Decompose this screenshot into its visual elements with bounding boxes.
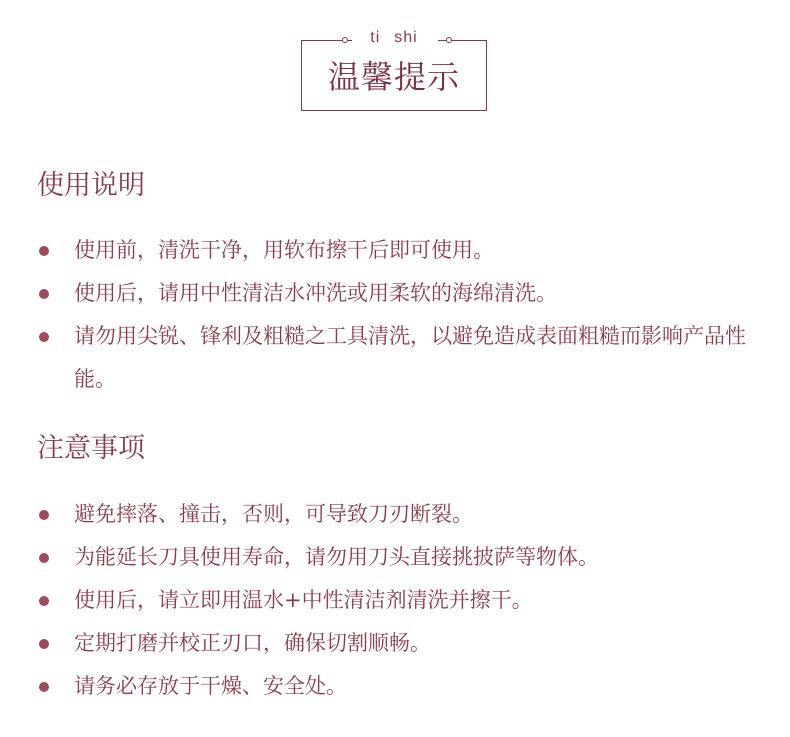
bullet-icon xyxy=(39,246,49,256)
list-item-text: 请务必存放于干燥、安全处。 xyxy=(74,674,347,698)
list-item-text: 使用后，请立即用温水+中性清洁剂清洗并擦干。 xyxy=(74,588,533,612)
header-pinyin xyxy=(302,28,486,48)
list-item xyxy=(37,665,757,708)
list-item-text: 避免摔落、撞击，否则，可导致刀刃断裂。 xyxy=(74,502,473,526)
list-item xyxy=(37,315,757,401)
bullet-icon xyxy=(39,639,49,649)
bullet-icon xyxy=(39,682,49,692)
list-item xyxy=(37,493,757,536)
list-item xyxy=(37,536,757,579)
list-item-text: 请勿用尖锐、锋利及粗糙之工具清洗，以避免造成表面粗糙而影响产品性能。 xyxy=(74,324,746,391)
list-item-text: 为能延长刀具使用寿命，请勿用刀头直接挑披萨等物体。 xyxy=(74,545,599,569)
usage-section-title: 使用说明 xyxy=(37,170,145,201)
bullet-icon xyxy=(39,596,49,606)
usage-list xyxy=(37,229,757,401)
list-item-text: 使用后，请用中性清洁水冲洗或用柔软的海绵清洗。 xyxy=(74,281,557,305)
page-title: 温馨提示 xyxy=(327,58,460,96)
list-item xyxy=(37,579,757,622)
notes-section-title: 注意事项 xyxy=(37,433,145,464)
list-item-text: 使用前，清洗干净，用软布擦干后即可使用。 xyxy=(74,238,494,262)
pinyin-syllable: shi xyxy=(394,29,418,46)
tips-header-badge xyxy=(301,29,487,111)
bullet-icon xyxy=(39,553,49,563)
list-item xyxy=(37,272,757,315)
bullet-icon xyxy=(39,332,49,342)
pinyin-syllable: ti xyxy=(370,29,381,46)
list-item xyxy=(37,622,757,665)
notes-list xyxy=(37,493,757,708)
list-item xyxy=(37,229,757,272)
bullet-icon xyxy=(39,289,49,299)
bullet-icon xyxy=(39,510,49,520)
list-item-text: 定期打磨并校正刃口，确保切割顺畅。 xyxy=(74,631,431,655)
